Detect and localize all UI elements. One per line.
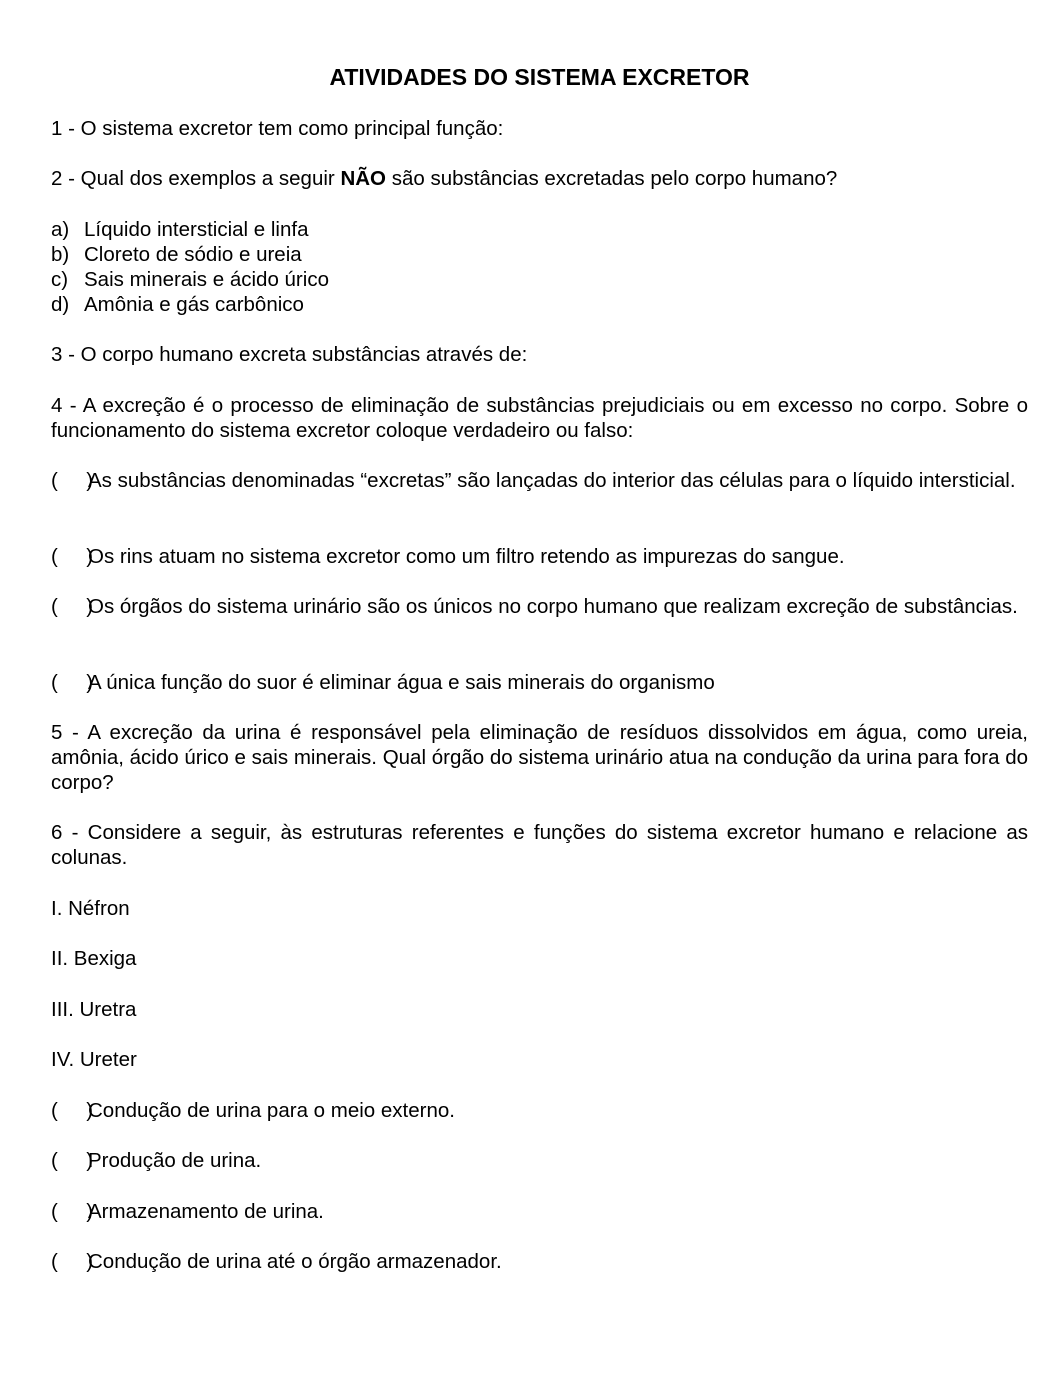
true-false-item-3	[51, 594, 1028, 619]
option-letter: d)	[51, 293, 70, 316]
answer-blank: ( )	[51, 469, 94, 492]
answer-blank: ( )	[51, 671, 94, 694]
function-text: Armazenamento de urina.	[88, 1200, 324, 1223]
question-1: 1 - O sistema excretor tem como principal função:	[51, 117, 504, 140]
structure-item-2: II. Bexiga	[51, 947, 137, 970]
statement-text: A única função do suor é eliminar água e sais minerais do organismo	[88, 671, 715, 694]
function-text: Produção de urina.	[88, 1149, 262, 1172]
option-c	[51, 267, 1028, 292]
true-false-item-2	[51, 544, 1028, 569]
answer-blank: ( )	[51, 1250, 94, 1273]
question-4: 4 - A excreção é o processo de eliminação de substâncias prejudiciais ou em excesso no corpo. Sobre o funcionamento do sistema excretor coloque verdadeiro ou falso:	[51, 394, 1028, 442]
option-text: Líquido intersticial e linfa	[84, 218, 309, 241]
option-text: Sais minerais e ácido úrico	[84, 268, 329, 291]
structure-item-3: III. Uretra	[51, 998, 137, 1021]
true-false-item-4	[51, 670, 1028, 695]
page-title: ATIVIDADES DO SISTEMA EXCRETOR	[329, 64, 750, 90]
answer-blank: ( )	[51, 1149, 94, 1172]
question-2-emphasis: NÃO	[340, 167, 386, 190]
function-text: Condução de urina até o órgão armazenador.	[88, 1250, 502, 1273]
question-2-text-start: 2 - Qual dos exemplos a seguir	[51, 167, 341, 190]
option-letter: c)	[51, 268, 69, 291]
option-b	[51, 242, 1028, 267]
option-a	[51, 217, 1028, 242]
option-letter: b)	[51, 243, 70, 266]
question-3: 3 - O corpo humano excreta substâncias através de:	[51, 343, 528, 366]
function-item-4	[51, 1249, 1028, 1274]
true-false-item-1	[51, 468, 1028, 493]
function-item-2	[51, 1148, 1028, 1173]
statement-text: As substâncias denominadas “excretas” são lançadas do interior das células para o líquido intersticial.	[88, 469, 1016, 492]
answer-blank: ( )	[51, 545, 94, 568]
structure-item-4: IV. Ureter	[51, 1048, 137, 1071]
option-letter: a)	[51, 218, 70, 241]
statement-text: Os rins atuam no sistema excretor como um filtro retendo as impurezas do sangue.	[88, 545, 845, 568]
answer-blank: ( )	[51, 595, 94, 618]
statement-text: Os órgãos do sistema urinário são os únicos no corpo humano que realizam excreção de substâncias.	[88, 595, 1018, 618]
answer-blank: ( )	[51, 1200, 94, 1223]
question-5: 5 - A excreção da urina é responsável pela eliminação de resíduos dissolvidos em água, como ureia, amônia, ácido úrico e sais minerais. Qual órgão do sistema urinário atua na condução da urina para fora do corpo?	[51, 721, 1028, 794]
function-item-3	[51, 1199, 1028, 1224]
question-6: 6 - Considere a seguir, às estruturas referentes e funções do sistema excretor humano e relacione as colunas.	[51, 821, 1028, 869]
answer-blank: ( )	[51, 1099, 94, 1122]
question-2	[51, 166, 1028, 191]
option-text: Amônia e gás carbônico	[84, 293, 304, 316]
function-item-1	[51, 1098, 1028, 1123]
option-d	[51, 292, 1028, 317]
option-text: Cloreto de sódio e ureia	[84, 243, 302, 266]
function-text: Condução de urina para o meio externo.	[88, 1099, 455, 1122]
structure-item-1: I. Néfron	[51, 897, 130, 920]
question-2-text-end: são substâncias excretadas pelo corpo humano?	[386, 167, 838, 190]
